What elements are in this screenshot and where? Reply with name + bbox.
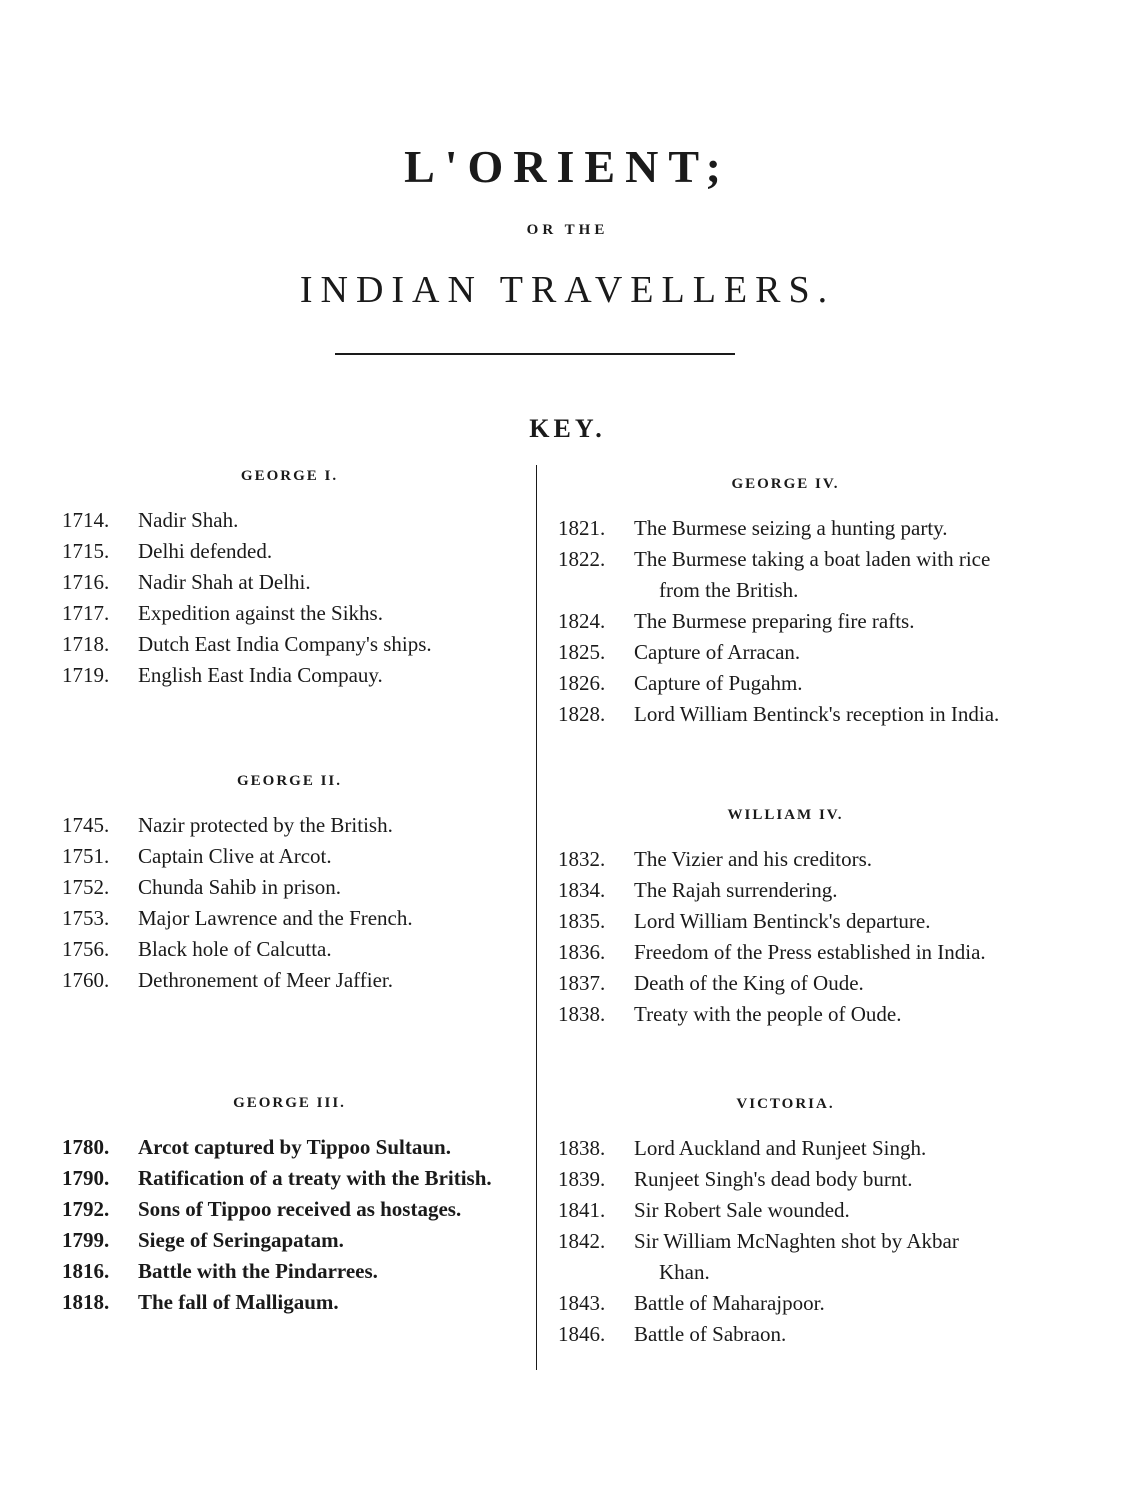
- list-item: [558, 513, 1013, 544]
- list-item: [62, 1132, 517, 1163]
- list-item: [62, 1163, 517, 1194]
- entry-event: The Rajah surrendering.: [634, 878, 838, 902]
- list-item: [62, 567, 517, 598]
- section-george-ii: [62, 773, 517, 996]
- entry-event: Sons of Tippoo received as hostages.: [138, 1197, 462, 1221]
- entry-event: Ratification of a treaty with the British.: [138, 1166, 492, 1190]
- entry-year: 1836.: [558, 940, 606, 964]
- entry-event: Treaty with the people of Oude.: [634, 1002, 902, 1026]
- entry-list: [62, 1132, 517, 1318]
- section-victoria: [558, 1096, 1013, 1350]
- entry-year: 1715.: [62, 539, 110, 563]
- entry-event: Dutch East India Company's ships.: [138, 632, 432, 656]
- list-item: [558, 906, 1013, 937]
- section-heading: WILLIAM IV.: [727, 807, 844, 823]
- list-item: [558, 606, 1013, 637]
- list-item: [558, 1319, 1013, 1350]
- entry-year: 1828.: [558, 702, 606, 726]
- entry-year: 1832.: [558, 847, 606, 871]
- entry-event: Battle of Sabraon.: [634, 1322, 787, 1346]
- entry-event: Delhi defended.: [138, 539, 273, 563]
- section-heading: VICTORIA.: [736, 1096, 835, 1112]
- list-item: [558, 875, 1013, 906]
- entry-year: 1816.: [62, 1259, 110, 1283]
- section-heading: GEORGE III.: [233, 1095, 346, 1111]
- entry-event: Lord William Bentinck's departure.: [634, 909, 931, 933]
- entry-year: 1842.: [558, 1229, 606, 1253]
- entry-year: 1838.: [558, 1136, 606, 1160]
- list-item: [558, 637, 1013, 668]
- entry-year: 1745.: [62, 813, 110, 837]
- page-title-secondary: INDIAN TRAVELLERS.: [299, 269, 836, 311]
- entry-event: Capture of Pugahm.: [634, 671, 803, 695]
- entry-year: 1825.: [558, 640, 606, 664]
- entry-event: Chunda Sahib in prison.: [138, 875, 341, 899]
- entry-year: 1756.: [62, 937, 110, 961]
- entry-year: 1826.: [558, 671, 606, 695]
- entry-year: 1822.: [558, 547, 606, 571]
- list-item: [558, 844, 1013, 875]
- entry-year: 1846.: [558, 1322, 606, 1346]
- section-heading: GEORGE II.: [236, 773, 343, 789]
- entry-event: Battle with the Pindarrees.: [138, 1259, 378, 1283]
- list-item: [558, 1288, 1013, 1319]
- section-george-i: [62, 468, 517, 691]
- page-subtitle: OR THE: [526, 222, 609, 238]
- section-heading: GEORGE IV.: [731, 476, 840, 492]
- entry-list: [62, 505, 517, 691]
- list-item: [62, 1287, 517, 1318]
- list-item: [558, 1195, 1013, 1226]
- page-title: L'ORIENT;: [404, 141, 731, 192]
- entry-event: Expedition against the Sikhs.: [138, 601, 383, 625]
- entry-event: Battle of Maharajpoor.: [634, 1291, 825, 1315]
- entry-event: Black hole of Calcutta.: [138, 937, 332, 961]
- entry-year: 1818.: [62, 1290, 110, 1314]
- entry-year: 1751.: [62, 844, 110, 868]
- list-item: [62, 810, 517, 841]
- entry-year: 1838.: [558, 1002, 606, 1026]
- entry-year: 1839.: [558, 1167, 606, 1191]
- entry-event: Capture of Arracan.: [634, 640, 801, 664]
- entry-year: 1719.: [62, 663, 110, 687]
- list-item: [62, 903, 517, 934]
- entry-year: 1780.: [62, 1135, 110, 1159]
- entry-year: 1835.: [558, 909, 606, 933]
- list-item: [558, 968, 1013, 999]
- entry-list: [558, 513, 1013, 730]
- column-divider: [536, 465, 537, 1370]
- section-george-iii: [62, 1095, 517, 1318]
- list-item: [62, 598, 517, 629]
- entry-list: [558, 1133, 1013, 1350]
- entry-year: 1760.: [62, 968, 110, 992]
- entry-event: The Burmese taking a boat laden with rice from the British.: [634, 547, 991, 602]
- list-item: [558, 1133, 1013, 1164]
- entry-event: Sir William McNaghten shot by Akbar Khan.: [634, 1229, 959, 1284]
- list-item: [62, 1256, 517, 1287]
- list-item: [62, 934, 517, 965]
- entry-year: 1718.: [62, 632, 110, 656]
- entry-event: English East India Compauy.: [138, 663, 383, 687]
- entry-year: 1824.: [558, 609, 606, 633]
- entry-event: Captain Clive at Arcot.: [138, 844, 332, 868]
- entry-event: Death of the King of Oude.: [634, 971, 864, 995]
- title-divider: [335, 353, 735, 355]
- section-william-iv: [558, 807, 1013, 1030]
- entry-event: Nadir Shah at Delhi.: [138, 570, 311, 594]
- entry-event: Sir Robert Sale wounded.: [634, 1198, 850, 1222]
- list-item: [62, 1225, 517, 1256]
- key-heading: KEY.: [529, 414, 606, 443]
- list-item: [62, 629, 517, 660]
- entry-year: 1799.: [62, 1228, 110, 1252]
- list-item: [558, 1164, 1013, 1195]
- entry-year: 1792.: [62, 1197, 110, 1221]
- section-heading: GEORGE I.: [240, 468, 339, 484]
- list-item: [558, 999, 1013, 1030]
- list-item: [62, 965, 517, 996]
- list-item: [62, 536, 517, 567]
- entry-year: 1716.: [62, 570, 110, 594]
- entry-event: Nazir protected by the British.: [138, 813, 393, 837]
- entry-year: 1821.: [558, 516, 606, 540]
- list-item: [62, 1194, 517, 1225]
- entry-event: Dethronement of Meer Jaffier.: [138, 968, 394, 992]
- entry-year: 1717.: [62, 601, 110, 625]
- entry-event: Lord William Bentinck's reception in India.: [634, 702, 1000, 726]
- list-item: [62, 660, 517, 691]
- list-item: [558, 1226, 1013, 1288]
- entry-year: 1837.: [558, 971, 606, 995]
- section-george-iv: [558, 476, 1013, 730]
- entry-list: [558, 844, 1013, 1030]
- entry-year: 1753.: [62, 906, 110, 930]
- entry-event: The Vizier and his creditors.: [634, 847, 873, 871]
- list-item: [558, 544, 1013, 606]
- entry-event: The fall of Malligaum.: [138, 1290, 339, 1314]
- list-item: [558, 699, 1013, 730]
- entry-event: Runjeet Singh's dead body burnt.: [634, 1167, 913, 1191]
- entry-year: 1752.: [62, 875, 110, 899]
- list-item: [62, 841, 517, 872]
- entry-year: 1841.: [558, 1198, 606, 1222]
- entry-event: Siege of Seringapatam.: [138, 1228, 344, 1252]
- entry-year: 1843.: [558, 1291, 606, 1315]
- list-item: [558, 668, 1013, 699]
- entry-year: 1790.: [62, 1166, 110, 1190]
- entry-event: Arcot captured by Tippoo Sultaun.: [138, 1135, 451, 1159]
- entry-event: Major Lawrence and the French.: [138, 906, 413, 930]
- list-item: [558, 937, 1013, 968]
- list-item: [62, 872, 517, 903]
- entry-event: Nadir Shah.: [138, 508, 239, 532]
- entry-event: Freedom of the Press established in India.: [634, 940, 986, 964]
- entry-event: Lord Auckland and Runjeet Singh.: [634, 1136, 927, 1160]
- entry-event: The Burmese seizing a hunting party.: [634, 516, 948, 540]
- entry-list: [62, 810, 517, 996]
- entry-event: The Burmese preparing fire rafts.: [634, 609, 915, 633]
- list-item: [62, 505, 517, 536]
- entry-year: 1834.: [558, 878, 606, 902]
- entry-year: 1714.: [62, 508, 110, 532]
